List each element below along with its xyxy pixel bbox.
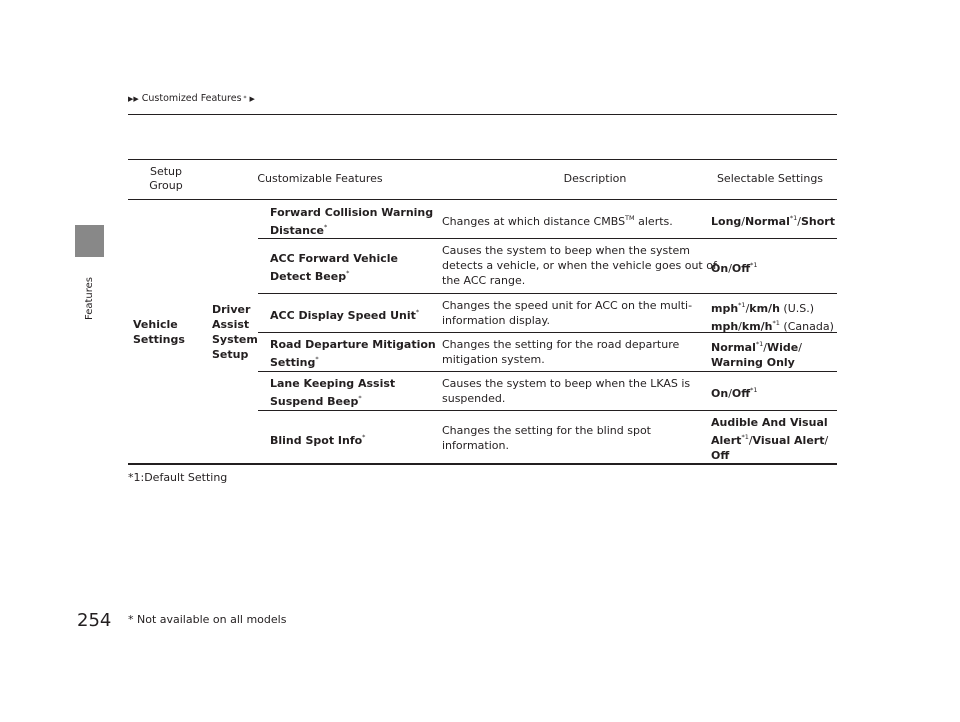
default-mark: *1 bbox=[741, 433, 749, 441]
feature-line2-text: Detect Beep bbox=[270, 270, 347, 283]
row-divider bbox=[258, 410, 837, 411]
header-description: Description bbox=[563, 172, 627, 185]
header-customizable-features: Customizable Features bbox=[257, 172, 383, 185]
region-note-us: (U.S.) bbox=[779, 302, 815, 315]
breadcrumb[interactable] bbox=[128, 93, 256, 104]
feature-line2-text: Setting bbox=[270, 356, 316, 369]
header-setup-group-line1: Setup bbox=[149, 165, 183, 178]
description-line1: Changes the setting for the blind spot bbox=[442, 424, 651, 437]
default-mark: *1 bbox=[738, 301, 746, 309]
feature-acc-forward-vehicle-detect-beep bbox=[270, 251, 398, 284]
settings-lane-keeping-assist bbox=[711, 383, 758, 401]
default-mark: *1 bbox=[789, 214, 798, 222]
header-selectable-settings: Selectable Settings bbox=[716, 172, 824, 185]
setting-separator: / bbox=[763, 341, 767, 354]
description-lane-keeping-assist bbox=[442, 376, 690, 406]
setting-short: Short bbox=[800, 215, 835, 228]
settings-blind-spot-info bbox=[711, 415, 828, 463]
setting-on: On bbox=[711, 387, 729, 400]
feature-lane-keeping-assist-suspend-beep bbox=[270, 376, 395, 409]
setting-off: Off bbox=[731, 262, 751, 275]
feature-blind-spot-info bbox=[270, 430, 365, 448]
description-text-end: alerts. bbox=[634, 215, 673, 228]
group-vehicle-settings-line2: Settings bbox=[133, 333, 185, 346]
settings-line1 bbox=[711, 298, 834, 316]
description-line2: suspended. bbox=[442, 392, 506, 405]
feature-acc-display-speed-unit bbox=[270, 305, 419, 323]
setting-normal: Normal bbox=[745, 215, 790, 228]
description-forward-collision-warning bbox=[442, 211, 673, 229]
description-line1: Changes the setting for the road departure bbox=[442, 338, 680, 351]
feature-line2 bbox=[270, 266, 398, 284]
default-setting-note: *1:Default Setting bbox=[128, 471, 228, 484]
section-tab bbox=[75, 225, 104, 257]
table-top-rule bbox=[128, 159, 837, 160]
feature-line1: Road Departure Mitigation bbox=[270, 338, 436, 351]
feature-forward-collision-warning-distance bbox=[270, 205, 433, 238]
setting-separator: / bbox=[728, 387, 732, 400]
feature-line2-text: Distance bbox=[270, 224, 324, 237]
setting-separator: / bbox=[824, 434, 829, 447]
description-text: Changes at which distance CMBS bbox=[442, 215, 626, 228]
setting-separator: / bbox=[745, 302, 750, 315]
setting-off: Off bbox=[711, 449, 730, 462]
settings-acc-forward-vehicle bbox=[711, 258, 758, 276]
breadcrumb-label[interactable]: Customized Features bbox=[141, 93, 242, 104]
setting-separator: / bbox=[797, 215, 801, 228]
feature-line2 bbox=[270, 352, 436, 370]
setting-long: Long bbox=[711, 215, 742, 228]
row-divider bbox=[258, 293, 837, 294]
table-bottom-rule bbox=[128, 463, 837, 465]
setting-audible-and-visual: Audible And Visual bbox=[711, 416, 828, 429]
setting-normal: Normal bbox=[711, 341, 756, 354]
feature-line1: Lane Keeping Assist bbox=[270, 377, 396, 390]
description-acc-forward-vehicle bbox=[442, 243, 717, 288]
group-vehicle-settings-line1: Vehicle bbox=[133, 318, 178, 331]
description-line2: information display. bbox=[442, 314, 550, 327]
setting-mph: mph bbox=[711, 320, 739, 333]
breadcrumb-arrow-icon: ▶ bbox=[249, 94, 255, 103]
setting-warning-only: Warning Only bbox=[711, 356, 795, 369]
setting-off: Off bbox=[731, 387, 751, 400]
setting-separator: / bbox=[741, 215, 745, 228]
setting-separator: / bbox=[798, 341, 802, 354]
setting-mph: mph bbox=[711, 302, 739, 315]
feature-line1: Forward Collision Warning bbox=[270, 206, 434, 219]
page-number: 254 bbox=[77, 610, 112, 631]
availability-footnote: * Not available on all models bbox=[128, 613, 287, 626]
header-setup-group bbox=[130, 165, 202, 193]
settings-line1 bbox=[711, 337, 802, 355]
description-line2: mitigation system. bbox=[442, 353, 545, 366]
setting-kmh: km/h bbox=[741, 320, 773, 333]
setting-visual-alert: Visual Alert bbox=[752, 434, 825, 447]
region-note-canada: (Canada) bbox=[779, 320, 834, 333]
description-road-departure-mitigation bbox=[442, 337, 679, 367]
feature-line2 bbox=[270, 220, 433, 238]
feature-asterisk: * bbox=[323, 223, 328, 231]
setting-alert: Alert bbox=[711, 434, 742, 447]
row-divider bbox=[258, 371, 837, 372]
description-line1: Changes the speed unit for ACC on the multi- bbox=[442, 299, 693, 312]
description-blind-spot-info bbox=[442, 423, 651, 453]
setting-kmh: km/h bbox=[749, 302, 780, 315]
setting-separator: / bbox=[748, 434, 753, 447]
feature-text: ACC Display Speed Unit bbox=[270, 309, 416, 322]
description-line2: information. bbox=[442, 439, 509, 452]
description-line1: Causes the system to beep when the LKAS is bbox=[442, 377, 691, 390]
setting-on: On bbox=[711, 262, 729, 275]
feature-line2-text: Suspend Beep bbox=[270, 395, 359, 408]
header-setup-group-line2: Group bbox=[149, 179, 183, 192]
default-mark: *1 bbox=[750, 386, 758, 394]
row-divider bbox=[258, 238, 837, 239]
description-line2: detects a vehicle, or when the vehicle goes out of bbox=[442, 259, 717, 272]
group-vehicle-settings bbox=[133, 317, 185, 347]
setting-wide: Wide bbox=[766, 341, 799, 354]
feature-text: Blind Spot Info bbox=[270, 434, 363, 447]
group-driver-line1: Driver bbox=[212, 303, 251, 316]
setting-separator: / bbox=[728, 262, 732, 275]
feature-asterisk: * bbox=[362, 433, 366, 441]
trademark-mark: TM bbox=[625, 214, 635, 222]
breadcrumb-asterisk: * bbox=[243, 95, 247, 102]
feature-asterisk: * bbox=[358, 394, 362, 402]
default-mark: *1 bbox=[755, 340, 764, 348]
table-header-rule bbox=[128, 199, 837, 200]
feature-road-departure-mitigation-setting bbox=[270, 337, 436, 370]
settings-line2 bbox=[711, 316, 834, 334]
feature-asterisk: * bbox=[415, 308, 420, 316]
feature-asterisk: * bbox=[315, 355, 319, 363]
description-line3: the ACC range. bbox=[442, 274, 526, 287]
settings-line2 bbox=[711, 430, 828, 448]
group-driver-line3: System bbox=[212, 333, 258, 346]
settings-acc-display-speed-unit bbox=[711, 298, 834, 334]
breadcrumb-arrows-icon: ▶▶ bbox=[128, 94, 139, 103]
description-line1: Causes the system to beep when the system bbox=[442, 244, 690, 257]
setting-separator: / bbox=[738, 320, 742, 333]
header-rule bbox=[128, 114, 837, 115]
default-mark: *1 bbox=[750, 261, 758, 269]
default-mark: *1 bbox=[772, 319, 780, 327]
group-driver-line2: Assist bbox=[212, 318, 250, 331]
feature-asterisk: * bbox=[346, 269, 350, 277]
settings-road-departure-mitigation bbox=[711, 337, 802, 370]
section-label: Features bbox=[84, 277, 95, 320]
group-driver-line4: Setup bbox=[212, 348, 249, 361]
feature-line1: ACC Forward Vehicle bbox=[270, 252, 398, 265]
group-driver-assist-system-setup bbox=[212, 302, 258, 362]
feature-line2 bbox=[270, 391, 395, 409]
settings-forward-collision-warning bbox=[711, 211, 835, 229]
description-acc-display-speed-unit bbox=[442, 298, 692, 328]
